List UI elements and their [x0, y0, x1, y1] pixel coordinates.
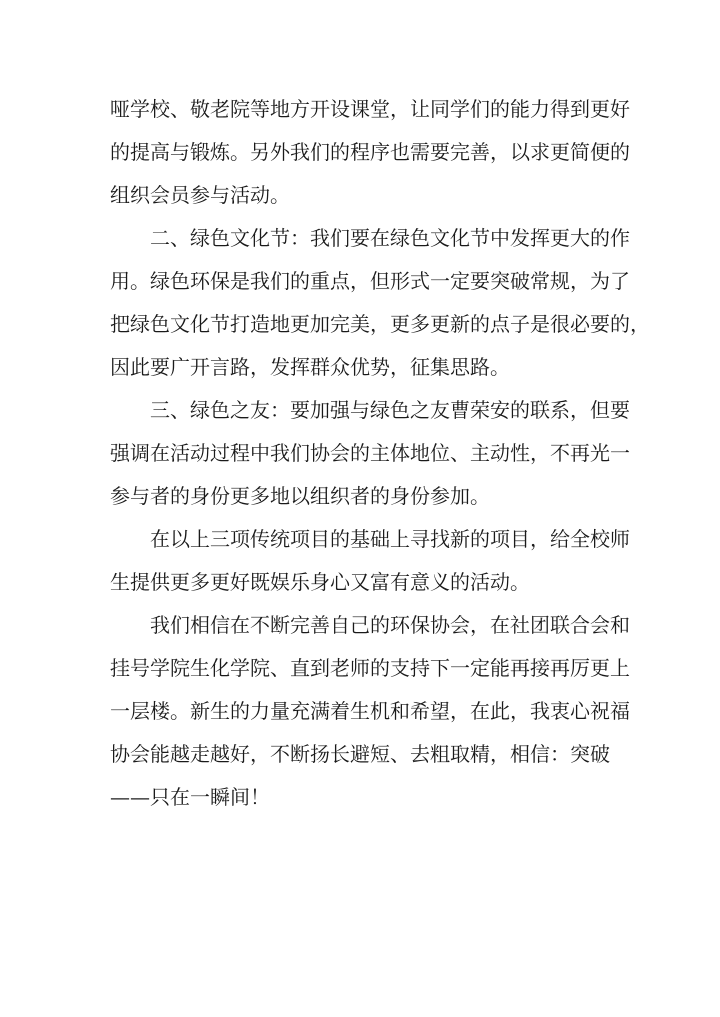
text-line: 参与者的身份更多地以组织者的身份参加。 — [110, 484, 490, 508]
text-line: 生提供更多更好既娱乐身心又富有意义的活动。 — [110, 570, 530, 594]
paragraph-first-line: 我们相信在不断完善自己的环保协会，在社团联合会和 — [150, 613, 630, 637]
paragraph-first-line: 二、绿色文化节：我们要在绿色文化节中发挥更大的作 — [150, 226, 630, 250]
text-line: 把绿色文化节打造地更加完美，更多更新的点子是很必要的， — [110, 312, 650, 336]
text-line: 协会能越走越好，不断扬长避短、去粗取精，相信：突破 — [110, 742, 610, 766]
text-line: 挂号学院生化学院、直到老师的支持下一定能再接再厉更上 — [110, 656, 630, 680]
text-line: 一层楼。新生的力量充满着生机和希望，在此，我衷心祝福 — [110, 699, 630, 723]
text-line: 强调在活动过程中我们协会的主体地位、主动性，不再光一 — [110, 441, 630, 465]
text-line: 用。绿色环保是我们的重点，但形式一定要突破常规，为了 — [110, 269, 630, 293]
text-line: 因此要广开言路，发挥群众优势，征集思路。 — [110, 355, 510, 379]
text-line: 组织会员参与活动。 — [110, 183, 290, 207]
document-page — [110, 88, 650, 819]
paragraph-first-line: 三、绿色之友：要加强与绿色之友曹荣安的联系，但要 — [150, 398, 630, 422]
text-line: 的提高与锻炼。另外我们的程序也需要完善，以求更简便的 — [110, 140, 630, 164]
text-line: ——只在一瞬间！ — [110, 785, 270, 809]
text-line: 哑学校、敬老院等地方开设课堂，让同学们的能力得到更好 — [110, 97, 630, 121]
paragraph-first-line: 在以上三项传统项目的基础上寻找新的项目，给全校师 — [150, 527, 630, 551]
